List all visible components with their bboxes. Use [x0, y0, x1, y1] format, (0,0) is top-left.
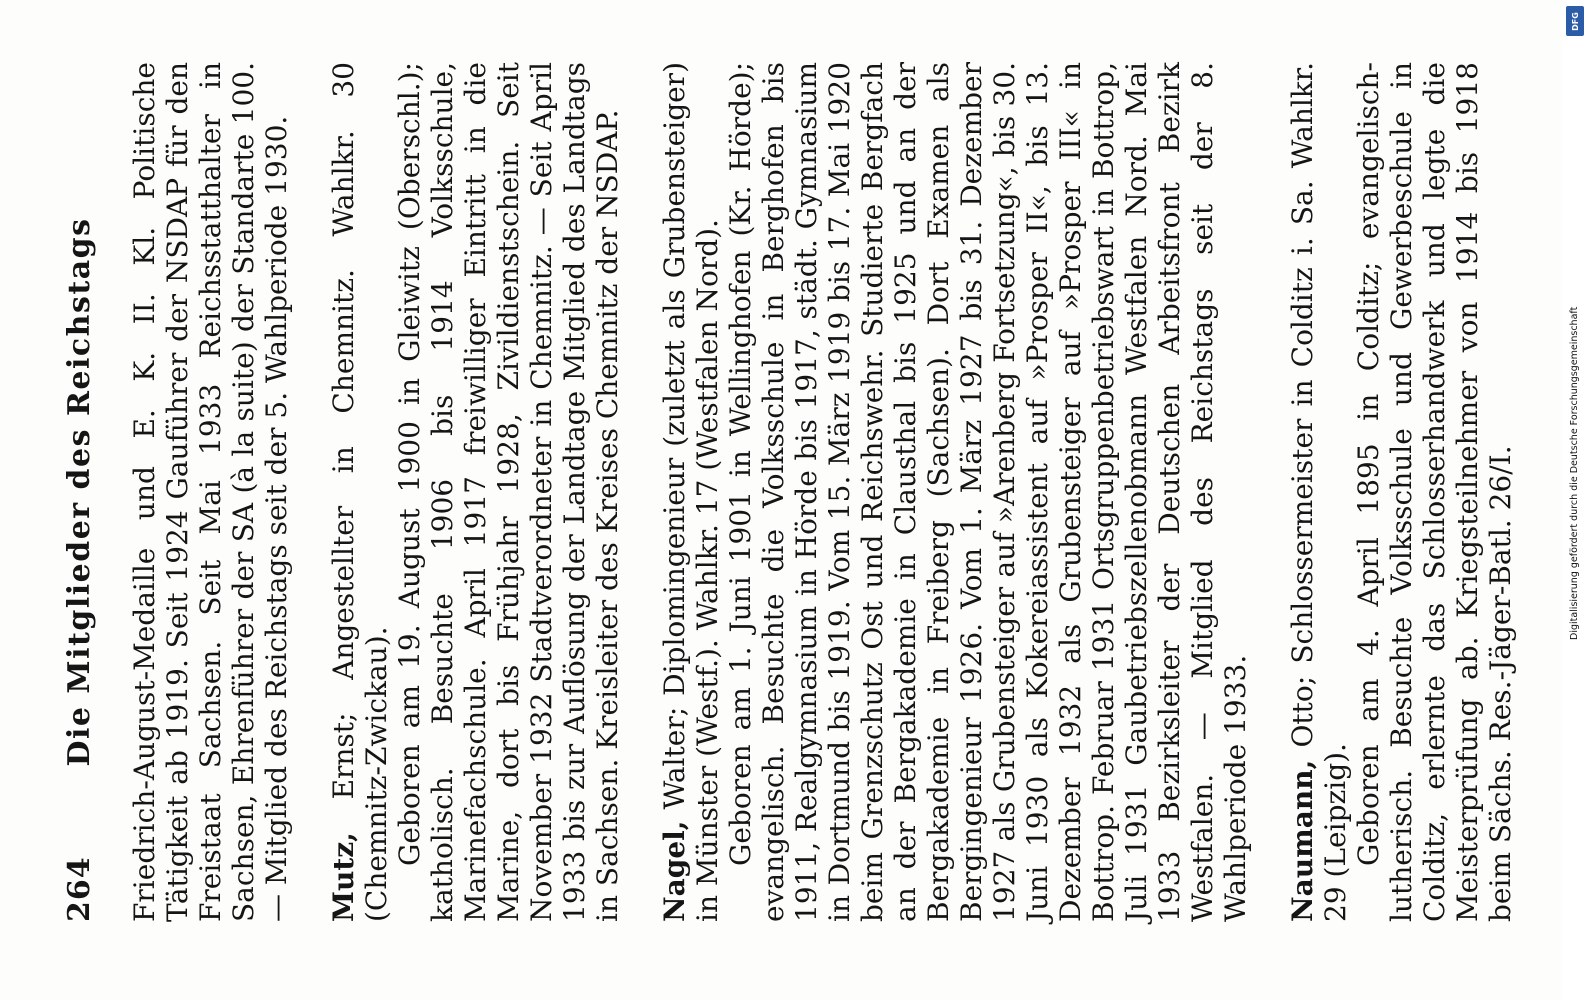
entry-lead: [658, 62, 724, 922]
entry-lead-text: Walter; Diplomingenieur (zuletzt als Grubensteiger) in Münster (Westf.). Wahlkr. 17 (Westfalen Nord).: [658, 62, 724, 922]
entry-paragraph: Geboren am 1. Juni 1901 in Wellinghofen (Kr. Hörde); evangelisch. Besuchte die Volksschule in Berghofen bis 1911, Realgymnasium in Hörde bis 1917, städt. Gymnasium in Dortmund bis 1919. Vom 15. März 1919 bis 17. Mai 1920 beim Grenzschutz Ost und Reichswehr. Studierte Bergfach an der Bergakademie in Clausthal bis 1925 und an der Bergakademie in Freiberg (Sachsen). Dort Examen als Bergingenieur 1926. Vom 1. März 1927 bis 31. Dezember 1927 als Grubensteiger auf »Arenberg Fortsetzung«, bis 30. Juni 1930 als Kokereiassistent auf »Prosper II«, bis 13. Dezember 1932 als Grubensteiger auf »Prosper III« in Bottrop. Februar 1931 Ortsgruppenbetriebswart in Bottrop, Juli 1931 Gaubetriebszellenobmann Westfalen Nord. Mai 1933 Bezirksleiter der Deutschen Arbeitsfront Bezirk Westfalen. — Mitglied des Reichstags seit der 8. Wahlperiode 1933.: [724, 62, 1252, 922]
biography-entry-naumann: [1286, 62, 1517, 922]
entry-name: Mutz,: [327, 832, 360, 922]
digitization-credit-strip: [1562, 0, 1588, 1000]
digitization-credit: Digitalisierung gefördert durch die Deutsche Forschungsgemeinschaft: [1569, 306, 1580, 640]
page-header: [62, 62, 102, 922]
entry-paragraph: Geboren am 4. April 1895 in Colditz; evangelisch-lutherisch. Besuchte Volksschule und Gewerbeschule in Colditz, erlernte das Schlosserhandwerk und legte die Meisterprüfung ab. Kriegsteilnehmer von 1914 bis 1918 beim Sächs. Res.-Jäger-Batl. 26/I.: [1352, 62, 1517, 922]
entry-lead-text: Ernst; Angestellter in Chemnitz. Wahlkr. 30 (Chemnitz-Zwickau).: [327, 62, 393, 922]
biography-entry-nagel: [658, 62, 1252, 922]
biography-entry-mutz: [327, 62, 624, 922]
page-number: 264: [62, 856, 97, 922]
entry-paragraph: Geboren am 19. August 1900 in Gleiwitz (Oberschl.); katholisch. Besuchte 1906 bis 1914 Volksschule, Marinefachschule. April 1917 freiwilliger Eintritt in die Marine, dort bis Frühjahr 1928, Zivildienstschein. Seit November 1932 Stadtverordneter in Chemnitz. — Seit April 1933 bis zur Auflösung der Landtage Mitglied des Landtags in Sachsen. Kreisleiter des Kreises Chemnitz der NSDAP.: [393, 62, 624, 922]
entry-lead-text: Otto; Schlossermeister in Colditz i. Sa. Wahlkr. 29 (Leipzig).: [1286, 62, 1352, 922]
dfg-logo: DFG: [1566, 6, 1584, 36]
entry-lead: [1286, 62, 1352, 922]
entry-continuation: [128, 62, 293, 922]
entry-name: Naumann,: [1286, 759, 1319, 922]
entry-paragraph: Friedrich-August-Medaille und E. K. II. Kl. Politische Tätigkeit ab 1919. Seit 1924 Gauführer der NSDAP für den Freistaat Sachsen. Seit Mai 1933 Reichsstatthalter in Sachsen, Ehrenführer der SA (à la suite) der Standarte 100. — Mitglied des Reichstags seit der 5. Wahlperiode 1930.: [128, 62, 293, 922]
entry-lead: [327, 62, 393, 922]
running-title: Die Mitglieder des Reichstags: [62, 217, 97, 767]
entry-name: Nagel,: [658, 820, 691, 922]
page-body: [128, 62, 1517, 922]
